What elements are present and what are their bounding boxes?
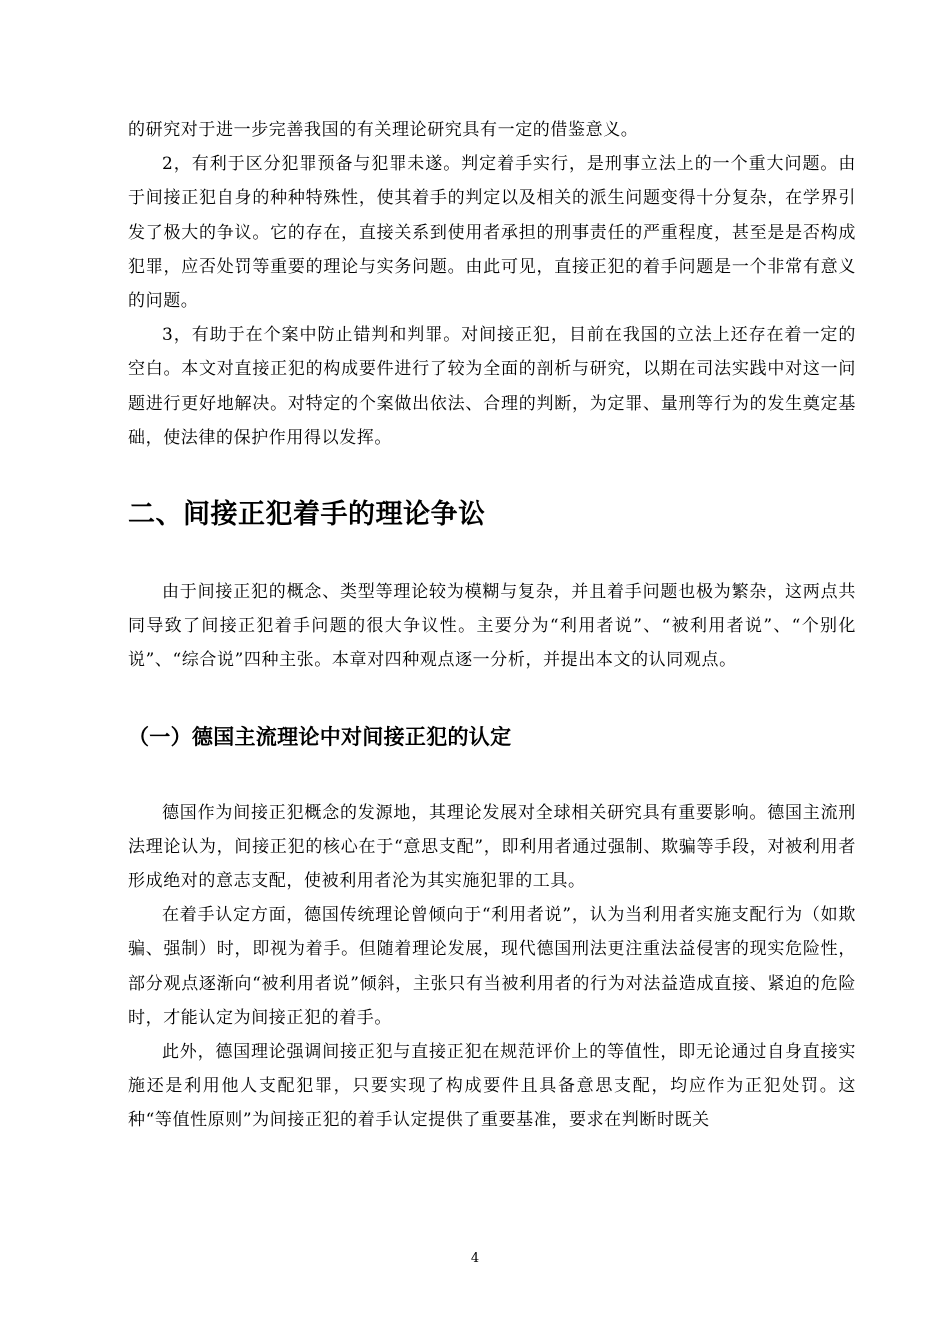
body-paragraph: 德国作为间接正犯概念的发源地，其理论发展对全球相关研究具有重要影响。德国主流刑法理论认为，间接正犯的核心在于“意思支配”，即利用者通过强制、欺骗等手段，对被利用者形成绝对的意志支配，使被利用者沦为其实施犯罪的工具。 — [128, 802, 856, 892]
body-paragraph: 由于间接正犯的概念、类型等理论较为模糊与复杂，并且着手问题也极为繁杂，这两点共同导致了间接正犯着手问题的很大争议性。主要分为“利用者说”、“被利用者说”、“个别化说”、“综合说”四种主张。本章对四种观点逐一分析，并提出本文的认同观点。 — [128, 582, 856, 671]
section-heading: （一）德国主流理论中对间接正犯的认定 — [128, 724, 512, 749]
body-paragraph: 2，有利于区分犯罪预备与犯罪未遂。判定着手实行，是刑事立法上的一个重大问题。由于间接正犯自身的种种特殊性，使其着手的判定以及相关的派生问题变得十分复杂，在学界引发了极大的争议。它的存在，直接关系到使用者承担的刑事责任的严重程度，甚至是是否构成犯罪，应否处罚等重要的理论与实务问题。由此可见，直接正犯的着手问题是一个非常有意义的问题。 — [128, 154, 856, 312]
body-paragraph: 的研究对于进一步完善我国的有关理论研究具有一定的借鉴意义。 — [128, 120, 639, 140]
body-paragraph: 3，有助于在个案中防止错判和判罪。对间接正犯，目前在我国的立法上还存在着一定的空白。本文对直接正犯的构成要件进行了较为全面的剖析与研究，以期在司法实践中对这一问题进行更好地解决。对特定的个案做出依法、合理的判断，为定罪、量刑等行为的发生奠定基础，使法律的保护作用得以发挥。 — [128, 325, 856, 448]
body-paragraph: 此外，德国理论强调间接正犯与直接正犯在规范评价上的等值性，即无论通过自身直接实施还是利用他人支配犯罪，只要实现了构成要件且具备意思支配，均应作为正犯处罚。这种“等值性原则”为间接正犯的着手认定提供了重要基准，要求在判断时既关 — [128, 1042, 856, 1131]
page-number: 4 — [470, 1251, 480, 1266]
chapter-heading: 二、间接正犯着手的理论争讼 — [128, 499, 486, 531]
page-body — [128, 113, 856, 1138]
body-paragraph: 在着手认定方面，德国传统理论曾倾向于“利用者说”，认为当利用者实施支配行为（如欺骗、强制）时，即视为着手。但随着理论发展，现代德国刑法更注重法益侵害的现实危险性，部分观点逐渐向“被利用者说”倾斜，主张只有当被利用者的行为对法益造成直接、紧迫的危险时，才能认定为间接正犯的着手。 — [128, 905, 856, 1028]
